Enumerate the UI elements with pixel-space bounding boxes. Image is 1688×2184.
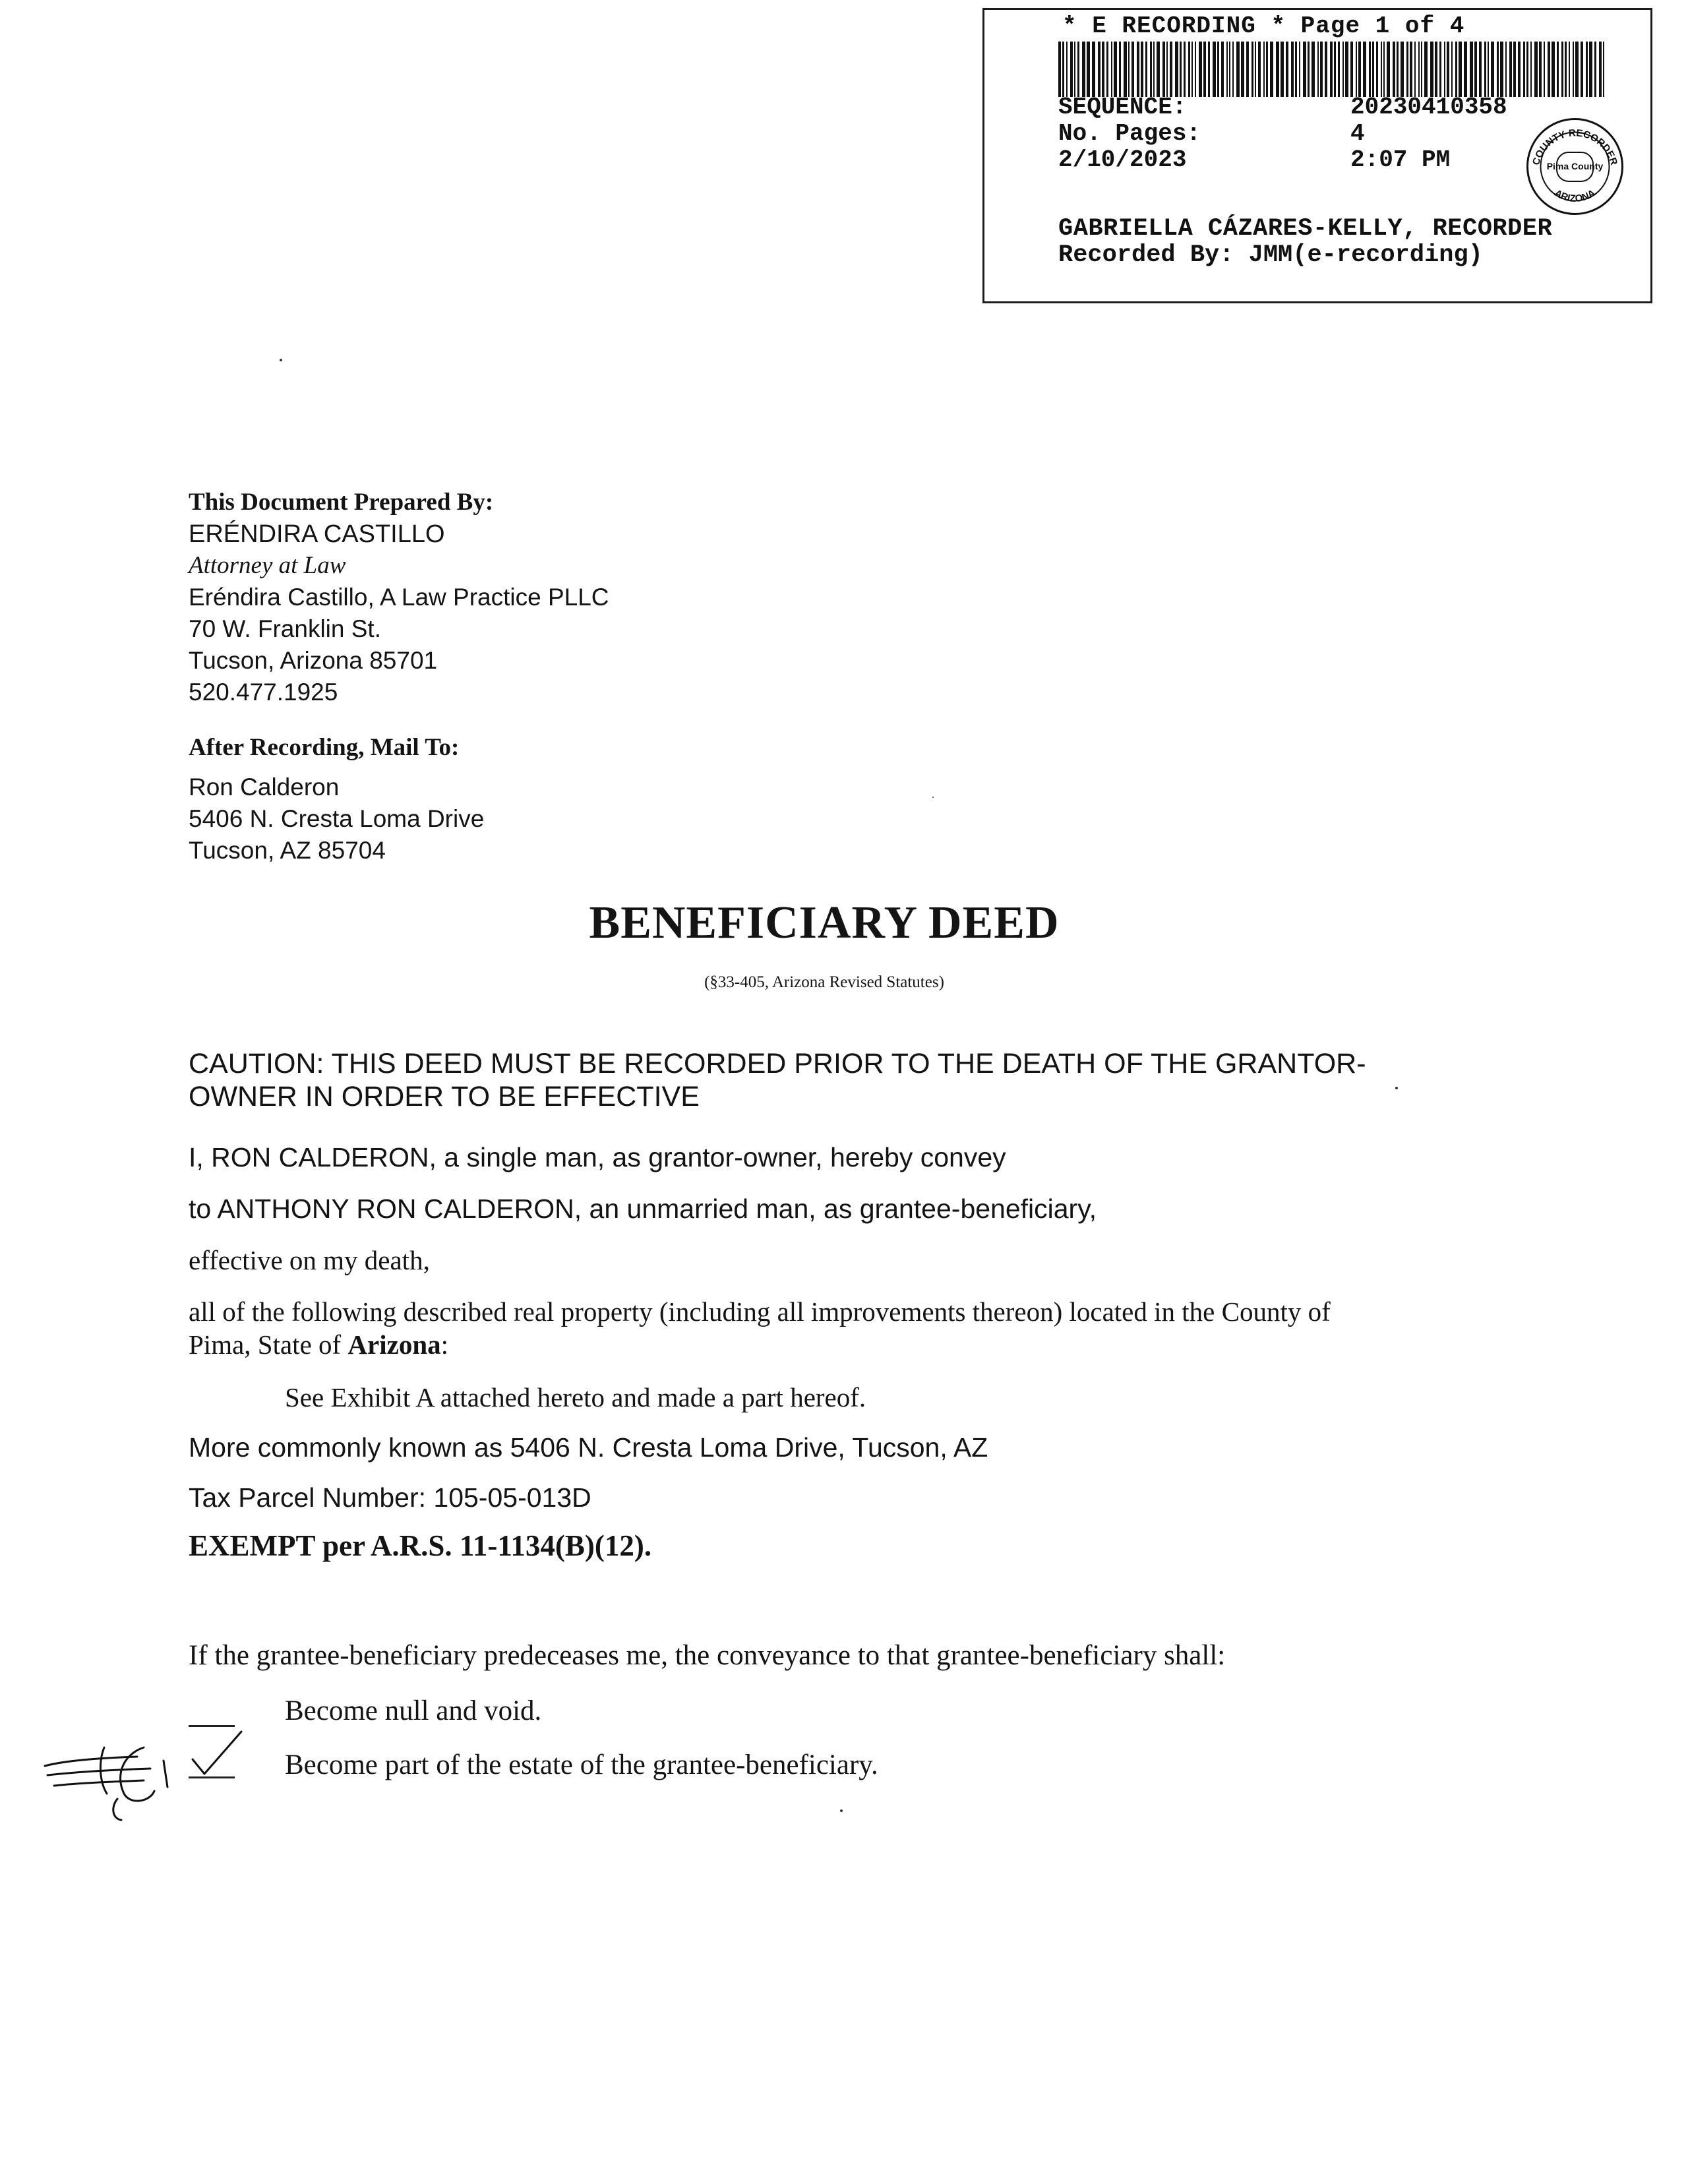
barcode-bar xyxy=(1479,42,1482,97)
preparer-name: ERÉNDIRA CASTILLO xyxy=(189,520,445,548)
barcode-bar xyxy=(1263,42,1265,97)
barcode-bar xyxy=(1258,42,1261,97)
property-state: Arizona xyxy=(347,1329,441,1360)
barcode-bar xyxy=(1369,42,1371,97)
property-line-2-prefix: Pima, State of xyxy=(189,1329,348,1360)
preparer-role: Attorney at Law xyxy=(189,552,346,579)
barcode-bar xyxy=(1246,42,1249,97)
barcode-bar xyxy=(1401,42,1404,97)
barcode-bar xyxy=(1232,42,1234,97)
barcode-bar xyxy=(1082,42,1085,97)
barcode-bar xyxy=(1455,42,1457,97)
barcode-bar xyxy=(1459,42,1462,97)
barcode-bar xyxy=(1145,42,1147,97)
barcode-bar xyxy=(1387,42,1390,97)
option-2-text: Become part of the estate of the grantee-beneficiary. xyxy=(285,1749,878,1780)
barcode-bar xyxy=(1062,42,1064,97)
barcode-bar xyxy=(1199,42,1202,97)
barcode-bar xyxy=(1484,42,1486,97)
barcode-bar xyxy=(1491,42,1494,97)
sequence-value: 20230410358 xyxy=(1350,94,1507,121)
mail-to-name: Ron Calderon xyxy=(189,774,340,801)
exhibit-line: See Exhibit A attached hereto and made a part hereof. xyxy=(285,1382,866,1412)
barcode-bar xyxy=(1474,42,1477,97)
barcode-bar xyxy=(1325,42,1327,97)
barcode-bar xyxy=(1251,42,1253,97)
barcode-bar xyxy=(1345,42,1348,97)
barcode-bar xyxy=(1418,42,1420,97)
barcode-bar xyxy=(1599,42,1602,97)
statute-reference: (§33-405, Arizona Revised Statutes) xyxy=(704,973,944,991)
barcode-bar xyxy=(1376,42,1378,97)
barcode-bar xyxy=(1114,42,1117,97)
barcode-bar xyxy=(1509,42,1512,97)
prepared-by-heading: This Document Prepared By: xyxy=(189,489,494,516)
barcode-bar xyxy=(1226,42,1228,97)
barcode-bar xyxy=(1074,42,1075,97)
barcode-bar xyxy=(1451,42,1453,97)
barcode-bar xyxy=(1470,42,1473,97)
effective-line: effective on my death, xyxy=(189,1245,430,1275)
barcode-bar xyxy=(1266,42,1268,97)
barcode-bar xyxy=(1102,42,1104,97)
property-line-2-suffix: : xyxy=(440,1329,449,1360)
barcode-bar xyxy=(1424,42,1428,97)
recorded-by: Recorded By: JMM(e-recording) xyxy=(1058,241,1483,269)
barcode-bar xyxy=(1523,42,1525,97)
predecease-line: If the grantee-beneficiary predeceases me, the conveyance to that grantee-beneficiary shall: xyxy=(189,1640,1226,1671)
barcode-bar xyxy=(1320,42,1323,97)
scan-speck xyxy=(840,1809,843,1812)
barcode-bar xyxy=(1221,42,1224,97)
barcode-bar xyxy=(1586,42,1588,97)
recording-stamp xyxy=(982,8,1652,303)
barcode-bar xyxy=(1286,42,1288,97)
barcode-bar xyxy=(1141,42,1143,97)
grantor-line: I, RON CALDERON, a single man, as grantor-owner, hereby convey xyxy=(189,1142,1006,1172)
barcode-bar xyxy=(1381,42,1382,97)
recorder-name: GABRIELLA CÁZARES-KELLY, RECORDER xyxy=(1058,215,1553,243)
barcode-bar xyxy=(1421,42,1422,97)
barcode-bar xyxy=(1414,42,1416,97)
barcode-bar xyxy=(1338,42,1340,97)
barcode-bar xyxy=(1544,42,1545,97)
barcode-bar xyxy=(1439,42,1441,97)
barcode-bar xyxy=(1157,42,1160,97)
barcode-bar xyxy=(1330,42,1333,97)
handwritten-initials xyxy=(38,1728,196,1827)
prepared-by-block xyxy=(189,487,609,708)
barcode-bar xyxy=(1098,42,1100,97)
barcode-bar xyxy=(1208,42,1210,97)
barcode-bar xyxy=(1447,42,1449,97)
barcode-bar xyxy=(1581,42,1583,97)
barcode-bar xyxy=(1195,42,1196,97)
barcode-bar xyxy=(1342,42,1344,97)
barcode-bar xyxy=(1170,42,1172,97)
barcode-bar xyxy=(1299,42,1300,97)
seal-center-text: Pima County xyxy=(1546,161,1604,171)
property-line-1: all of the following described real property (including all improvements thereon) located in the County of xyxy=(189,1296,1331,1327)
barcode-bar xyxy=(1188,42,1190,97)
barcode-bar xyxy=(1276,42,1279,97)
barcode-bar xyxy=(1334,42,1336,97)
barcode-bar xyxy=(1058,42,1061,97)
barcode-bar xyxy=(1518,42,1521,97)
barcode-bar xyxy=(1106,42,1108,97)
scan-speck xyxy=(280,359,282,361)
barcode-bar xyxy=(1166,42,1168,97)
barcode-bar xyxy=(1575,42,1579,97)
pages-label: No. Pages: xyxy=(1058,120,1201,147)
mail-to-block xyxy=(189,772,484,866)
barcode-bar xyxy=(1565,42,1567,97)
barcode-bar xyxy=(1162,42,1165,97)
barcode-bar xyxy=(1317,42,1319,97)
barcode-bar xyxy=(1229,42,1230,97)
barcode-bar xyxy=(1175,42,1178,97)
barcode-bar xyxy=(1077,42,1079,97)
barcode-bar xyxy=(1356,42,1357,97)
barcode-bar xyxy=(1363,42,1366,97)
scan-speck xyxy=(932,797,934,798)
preparer-phone: 520.477.1925 xyxy=(189,679,338,706)
barcode-bar xyxy=(1464,42,1467,97)
mail-to-street: 5406 N. Cresta Loma Drive xyxy=(189,805,485,832)
barcode-bar xyxy=(1281,42,1284,97)
barcode-bar xyxy=(1303,42,1306,97)
barcode-bar xyxy=(1444,42,1445,97)
barcode-bar xyxy=(1150,42,1152,97)
county-recorder-seal xyxy=(1524,115,1626,218)
barcode-bar xyxy=(1203,42,1206,97)
barcode-bar xyxy=(1557,42,1559,97)
barcode-bar xyxy=(1070,42,1073,97)
barcode-bar xyxy=(1603,42,1604,97)
property-line-2 xyxy=(189,1328,448,1361)
known-as-line: More commonly known as 5406 N. Cresta Loma Drive, Tucson, AZ xyxy=(189,1432,988,1463)
barcode-bar xyxy=(1548,42,1550,97)
barcode-bar xyxy=(1534,42,1538,97)
barcode-bar xyxy=(1311,42,1315,97)
barcode-bar xyxy=(1270,42,1273,97)
document-title: BENEFICIARY DEED xyxy=(589,897,1060,948)
barcode-bar xyxy=(1397,42,1399,97)
barcode-bar xyxy=(1393,42,1395,97)
barcode-bar xyxy=(1539,42,1542,97)
barcode-bar xyxy=(1410,42,1412,97)
barcode-bar xyxy=(1383,42,1385,97)
barcode-bar xyxy=(1137,42,1139,97)
barcode-bar xyxy=(1530,42,1532,97)
pages-value: 4 xyxy=(1350,120,1365,147)
preparer-street: 70 W. Franklin St. xyxy=(189,615,381,642)
barcode-bar xyxy=(1505,42,1507,97)
barcode-bar xyxy=(1213,42,1216,97)
preparer-city: Tucson, Arizona 85701 xyxy=(189,647,438,674)
barcode-bar xyxy=(1241,42,1244,97)
barcode-bar xyxy=(1111,42,1112,97)
barcode-bar xyxy=(1124,42,1127,97)
barcode-bar xyxy=(1180,42,1182,97)
barcode-bar xyxy=(1291,42,1294,97)
barcode-bar xyxy=(1500,42,1503,97)
barcode-bar xyxy=(1350,42,1353,97)
barcode-bar xyxy=(1406,42,1408,97)
barcode-bar xyxy=(1153,42,1155,97)
barcode-bar xyxy=(1488,42,1489,97)
svg-text:ARIZONA xyxy=(1552,187,1597,204)
barcode-bar xyxy=(1087,42,1090,97)
barcode-bar xyxy=(1497,42,1499,97)
stamp-header: * E RECORDING * Page 1 of 4 xyxy=(1062,13,1465,40)
mail-to-city: Tucson, AZ 85704 xyxy=(189,837,386,864)
barcode-bar xyxy=(1594,42,1596,97)
barcode-bar xyxy=(1184,42,1186,97)
barcode-bar xyxy=(1092,42,1095,97)
preparer-firm: Eréndira Castillo, A Law Practice PLLC xyxy=(189,584,609,611)
barcode-bar xyxy=(1217,42,1219,97)
barcode-bar xyxy=(1372,42,1374,97)
barcode-bar xyxy=(1358,42,1361,97)
seal-top-text: COUNTY RECORDER xyxy=(1530,127,1620,167)
barcode-bar xyxy=(1435,42,1437,97)
barcode-bar xyxy=(1573,42,1574,97)
option-1-text: Become null and void. xyxy=(285,1695,542,1726)
barcode-bar xyxy=(1255,42,1256,97)
barcode-bar xyxy=(1236,42,1240,97)
caution-notice: CAUTION: THIS DEED MUST BE RECORDED PRIOR TO THE DEATH OF THE GRANTOR-OWNER IN ORDER TO BE EFFECTIVE xyxy=(189,1048,1366,1112)
barcode-bar xyxy=(1552,42,1555,97)
barcode-bar xyxy=(1430,42,1433,97)
barcode xyxy=(1058,42,1606,97)
barcode-bar xyxy=(1191,42,1193,97)
mail-to-heading: After Recording, Mail To: xyxy=(189,734,460,761)
exempt-statement: EXEMPT per A.R.S. 11-1134(B)(12). xyxy=(189,1529,652,1562)
grantee-line: to ANTHONY RON CALDERON, an unmarried man, as grantee-beneficiary, xyxy=(189,1194,1097,1224)
seal-bottom-text: ARIZONA xyxy=(1552,187,1598,205)
barcode-bar xyxy=(1513,42,1516,97)
record-date: 2/10/2023 xyxy=(1058,146,1187,173)
barcode-bar xyxy=(1131,42,1134,97)
barcode-bar xyxy=(1119,42,1121,97)
barcode-bar xyxy=(1561,42,1563,97)
option-1-blank xyxy=(189,1725,235,1727)
record-time: 2:07 PM xyxy=(1350,146,1451,173)
barcode-bar xyxy=(1128,42,1130,97)
barcode-bar xyxy=(1589,42,1592,97)
barcode-bar xyxy=(1066,42,1068,97)
sequence-label: SEQUENCE: xyxy=(1058,94,1187,121)
barcode-bar xyxy=(1569,42,1570,97)
tax-parcel-line: Tax Parcel Number: 105-05-013D xyxy=(189,1482,591,1513)
barcode-bar xyxy=(1295,42,1297,97)
barcode-bar xyxy=(1526,42,1528,97)
barcode-bar xyxy=(1308,42,1310,97)
